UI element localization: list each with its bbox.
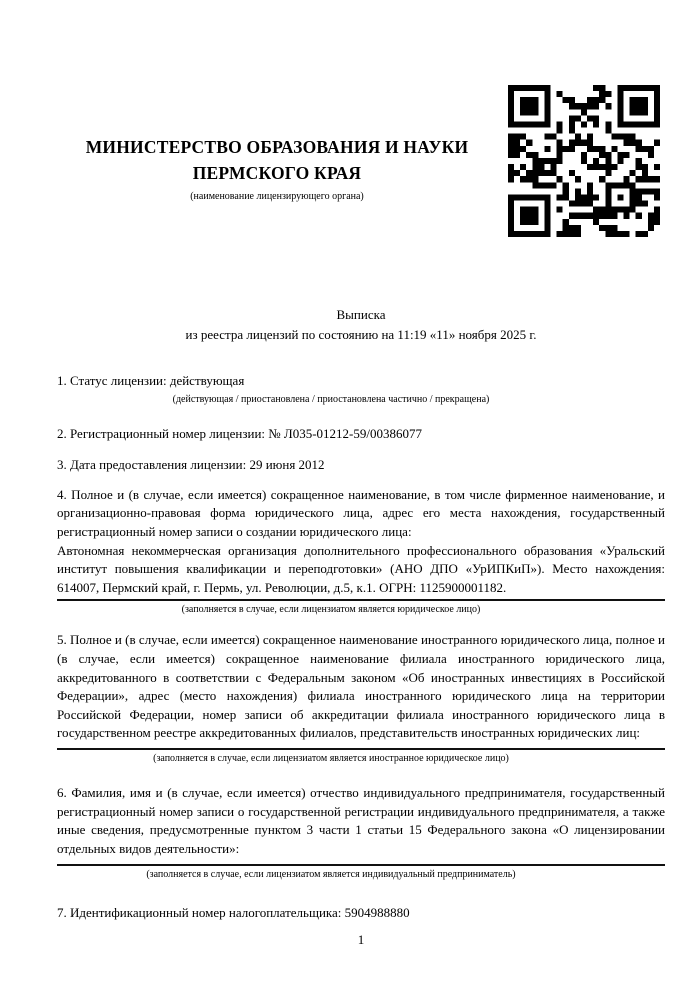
title-line2: из реестра лицензий по состоянию на 11:19 «11» ноября 2025 г. bbox=[185, 327, 537, 342]
taxpayer-id-text: 7. Идентификационный номер налогоплательщика: 5904988880 bbox=[57, 905, 410, 921]
qr-code-icon bbox=[508, 85, 660, 237]
page-number: 1 bbox=[357, 931, 365, 947]
foreign-entity-section bbox=[57, 631, 665, 765]
individual-entrepreneur-section bbox=[57, 784, 665, 881]
grant-date-text: 3. Дата предоставления лицензии: 29 июня 2012 bbox=[57, 457, 325, 473]
fill-in-rule-foreign-entity bbox=[57, 748, 665, 750]
authority-caption: (наименование лицензирующего органа) bbox=[190, 191, 364, 202]
registration-number-section bbox=[57, 425, 665, 444]
issuing-authority-header bbox=[57, 134, 497, 203]
title-line1: Выписка bbox=[336, 307, 386, 322]
license-status-section bbox=[57, 372, 665, 406]
ministry-name-line2: ПЕРМСКОГО КРАЯ bbox=[192, 163, 362, 183]
registration-number-text: 2. Регистрационный номер лицензии: № Л035-01212-59/00386077 bbox=[57, 425, 423, 441]
individual-entrepreneur-caption: (заполняется в случае, если лицензиатом является индивидуальный предприниматель) bbox=[146, 869, 516, 881]
fill-in-rule-individual-entrepreneur bbox=[57, 864, 665, 866]
legal-entity-caption: (заполняется в случае, если лицензиатом является юридическое лицо) bbox=[181, 604, 481, 616]
fill-in-rule-legal-entity bbox=[57, 599, 665, 601]
qr-code bbox=[508, 85, 660, 237]
individual-entrepreneur-clause: 6. Фамилия, имя и (в случае, если имеется) отчество индивидуального предпринимателя, государственный регистрационный номер записи о государственной регистрации индивидуального предпринимателя, а также иные сведения, предусмотренные пунктом 3 части 1 статьи 15 Федерального закона «О лицензировании отдельных видов деятельности»: bbox=[57, 784, 665, 856]
document-title bbox=[57, 305, 665, 345]
legal-entity-section bbox=[57, 486, 665, 617]
taxpayer-id-section bbox=[57, 904, 665, 923]
license-status-text: 1. Статус лицензии: действующая bbox=[57, 373, 245, 388]
foreign-entity-caption: (заполняется в случае, если лицензиатом является иностранное юридическое лицо) bbox=[153, 752, 509, 764]
license-status-options-caption: (действующая / приостановлена / приостановлена частично / прекращена) bbox=[172, 393, 490, 405]
ministry-name-line1: МИНИСТЕРСТВО ОБРАЗОВАНИЯ И НАУКИ bbox=[85, 137, 469, 157]
legal-entity-value: Автономная некоммерческая организация дополнительного профессионального образования «Уральский институт повышения квалификации и переподготовки» (АНО ДПО «УрИПКиП»). Место нахождения: 614007, Пермский край, г. Пермь, ул. Революции, д.5, к.1. ОГРН: 1125900001182. bbox=[57, 542, 665, 595]
grant-date-section bbox=[57, 456, 665, 475]
legal-entity-clause: 4. Полное и (в случае, если имеется) сокращенное наименование, в том числе фирменное наименование, и организационно-правовая форма юридического лица, адрес его места нахождения, государственный регистрационный номер записи о создании юридического лица: bbox=[57, 486, 665, 539]
foreign-entity-clause: 5. Полное и (в случае, если имеется) сокращенное наименование иностранного юридического лица, полное и (в случае, если имеется) сокращенное наименование филиала иностранного юридического лица, аккредитованного в соответствии с Федеральным законом «Об иностранных инвестициях в Российской Федерации», адрес (место нахождения) филиала иностранного юридического лица на территории Российской Федерации, номер записи об аккредитации филиала иностранного юридического лица в государственном реестре аккредитованных филиалов, представительств иностранных юридических лиц: bbox=[57, 632, 665, 741]
